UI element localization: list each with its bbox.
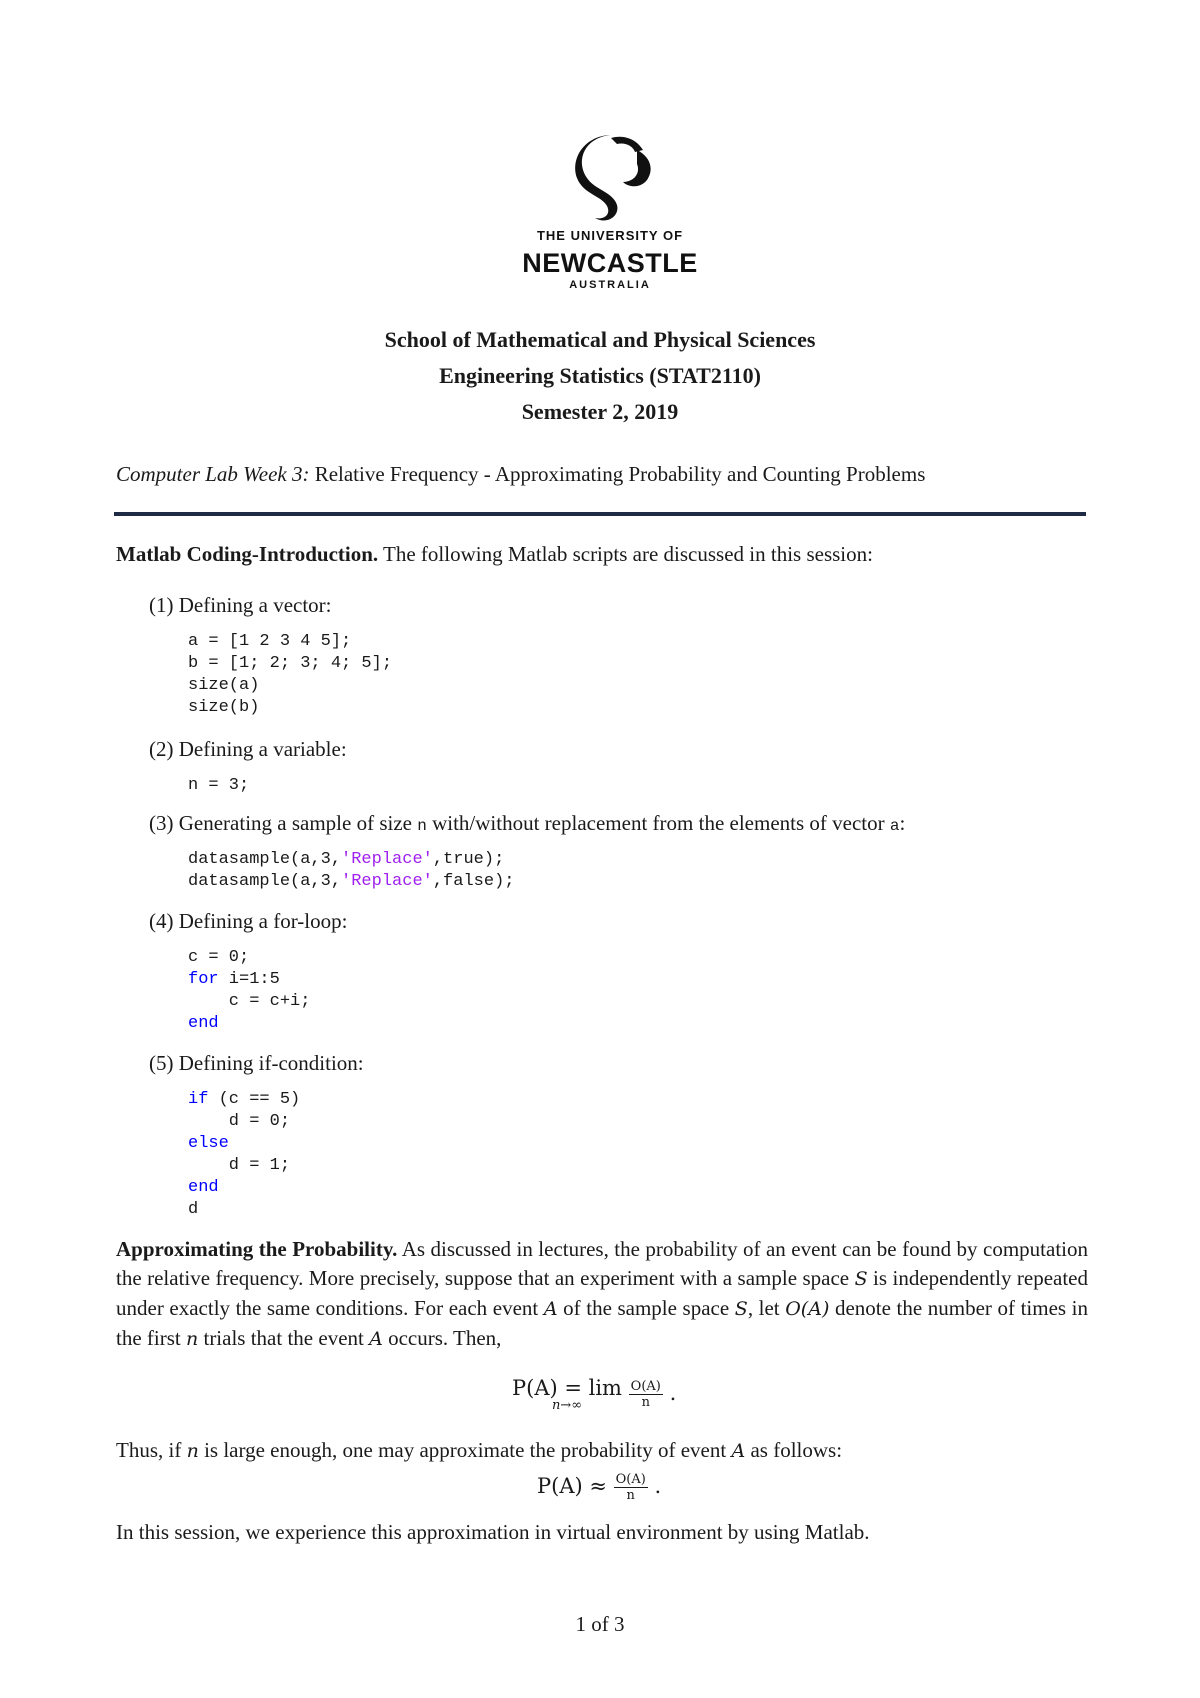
code-line: b = [1; 2; 3; 4; 5]; [188, 654, 393, 673]
math-var: n [186, 1440, 199, 1462]
fraction [614, 1472, 648, 1503]
university-name-line3: AUSTRALIA [569, 279, 651, 291]
limit-operator [512, 1376, 622, 1415]
code-line: d [188, 1200, 199, 1219]
denominator: n [626, 1488, 635, 1503]
code-string: 'Replace' [341, 872, 433, 891]
university-logo-icon [525, 130, 695, 230]
code-line: n = 3; [188, 776, 250, 795]
code-line: size(a) [188, 676, 260, 695]
text: trials that the event [198, 1326, 370, 1350]
code-line: d = 1; [188, 1156, 291, 1175]
item-1-label: (1) Defining a vector: [149, 593, 332, 617]
text: as follows: [745, 1438, 843, 1462]
code-fn: datasample(a,3, [188, 872, 342, 891]
thus-paragraph [116, 1436, 842, 1466]
code-keyword: if [188, 1090, 209, 1109]
item-3-text-c: : [899, 811, 906, 835]
divider [114, 512, 1086, 516]
course-title: Engineering Statistics (STAT2110) [439, 363, 761, 388]
code-block-3 [188, 849, 514, 893]
text: denote the number of times in the first [116, 1296, 1088, 1350]
math-var: S [734, 1298, 748, 1320]
text: occurs. Then, [382, 1326, 502, 1350]
math-var: A [369, 1328, 383, 1350]
code-line: d = 0; [188, 1112, 291, 1131]
equation-limit [512, 1376, 677, 1415]
numerator: O(A) [615, 1472, 646, 1487]
university-name-line1: THE UNIVERSITY OF [536, 228, 684, 243]
item-3-label [149, 811, 905, 836]
code-keyword: else [188, 1134, 229, 1153]
denominator: n [641, 1395, 650, 1410]
text: Thus, if [116, 1438, 187, 1462]
text: is large enough, one may approximate the probability of event [198, 1438, 732, 1462]
text: As discussed in lectures, the probability of an event can be found by computation the relative frequency. More precisely, suppose that an experiment with a sample space [116, 1237, 1088, 1290]
item-2-label: (2) Defining a variable: [149, 737, 347, 761]
math-var: A [543, 1298, 558, 1320]
text: is independently repeated under exactly the same conditions. For each event [116, 1266, 1088, 1320]
item-5-label: (5) Defining if-condition: [149, 1051, 364, 1075]
item-3-text-a: (3) Generating a sample of size [149, 811, 418, 835]
text: , let [747, 1296, 786, 1320]
code-string: 'Replace' [341, 850, 433, 869]
code-line: c = 0; [188, 948, 250, 967]
var-a: a [889, 817, 900, 835]
university-name-line2: NEWCASTLE [522, 248, 698, 278]
math-expr: O(A) [785, 1298, 830, 1320]
numerator: O(A) [630, 1379, 661, 1394]
code-block-2 [188, 775, 249, 797]
code-line: a = [1 2 3 4 5]; [188, 632, 352, 651]
eq-period: . [654, 1474, 662, 1498]
math-var: n [185, 1328, 199, 1350]
intro-text: The following Matlab scripts are discussed in this session: [378, 542, 873, 566]
code-fn: datasample(a,3, [188, 850, 342, 869]
math-var: S [854, 1268, 868, 1290]
code-block-1 [188, 631, 392, 719]
code-line: (c == 5) [208, 1090, 301, 1109]
text: of the sample space [557, 1296, 735, 1320]
code-arg: ,false); [432, 872, 515, 891]
eq-period: . [669, 1381, 677, 1405]
equation-approx [537, 1472, 661, 1503]
lab-subtitle [116, 462, 925, 487]
code-keyword: for [188, 970, 219, 989]
semester-title: Semester 2, 2019 [521, 399, 679, 424]
lab-topic: Relative Frequency - Approximating Probability and Counting Problems [309, 462, 926, 486]
code-arg: ,true); [432, 850, 505, 869]
eq-lhs: P(A) ≈ [537, 1474, 607, 1498]
item-4-label: (4) Defining a for-loop: [149, 909, 348, 933]
code-line: size(b) [188, 698, 260, 717]
limit-subscript: n→∞ [551, 1398, 583, 1413]
code-keyword: end [188, 1014, 219, 1033]
code-block-4 [188, 947, 310, 1035]
eq-lhs: P(A) = lim [512, 1376, 622, 1400]
code-line: c = c+i; [188, 992, 311, 1011]
code-block-5 [188, 1089, 300, 1221]
code-keyword: end [188, 1178, 219, 1197]
math-var: A [731, 1440, 746, 1462]
code-line: i=1:5 [218, 970, 280, 989]
approx-paragraph [116, 1235, 1088, 1354]
fraction [629, 1379, 663, 1410]
school-title: School of Mathematical and Physical Sciences [384, 327, 816, 352]
item-3-text-b: with/without replacement from the elements of vector [426, 811, 890, 835]
page-number: 1 of 3 [575, 1612, 625, 1636]
closing-paragraph: In this session, we experience this approximation in virtual environment by using Matlab. [116, 1520, 870, 1544]
lab-week-label: Computer Lab Week 3: [116, 462, 310, 486]
intro-paragraph [116, 540, 873, 569]
approx-heading: Approximating the Probability. [116, 1237, 398, 1261]
intro-heading: Matlab Coding-Introduction. [116, 542, 379, 566]
var-n: n [417, 817, 427, 835]
